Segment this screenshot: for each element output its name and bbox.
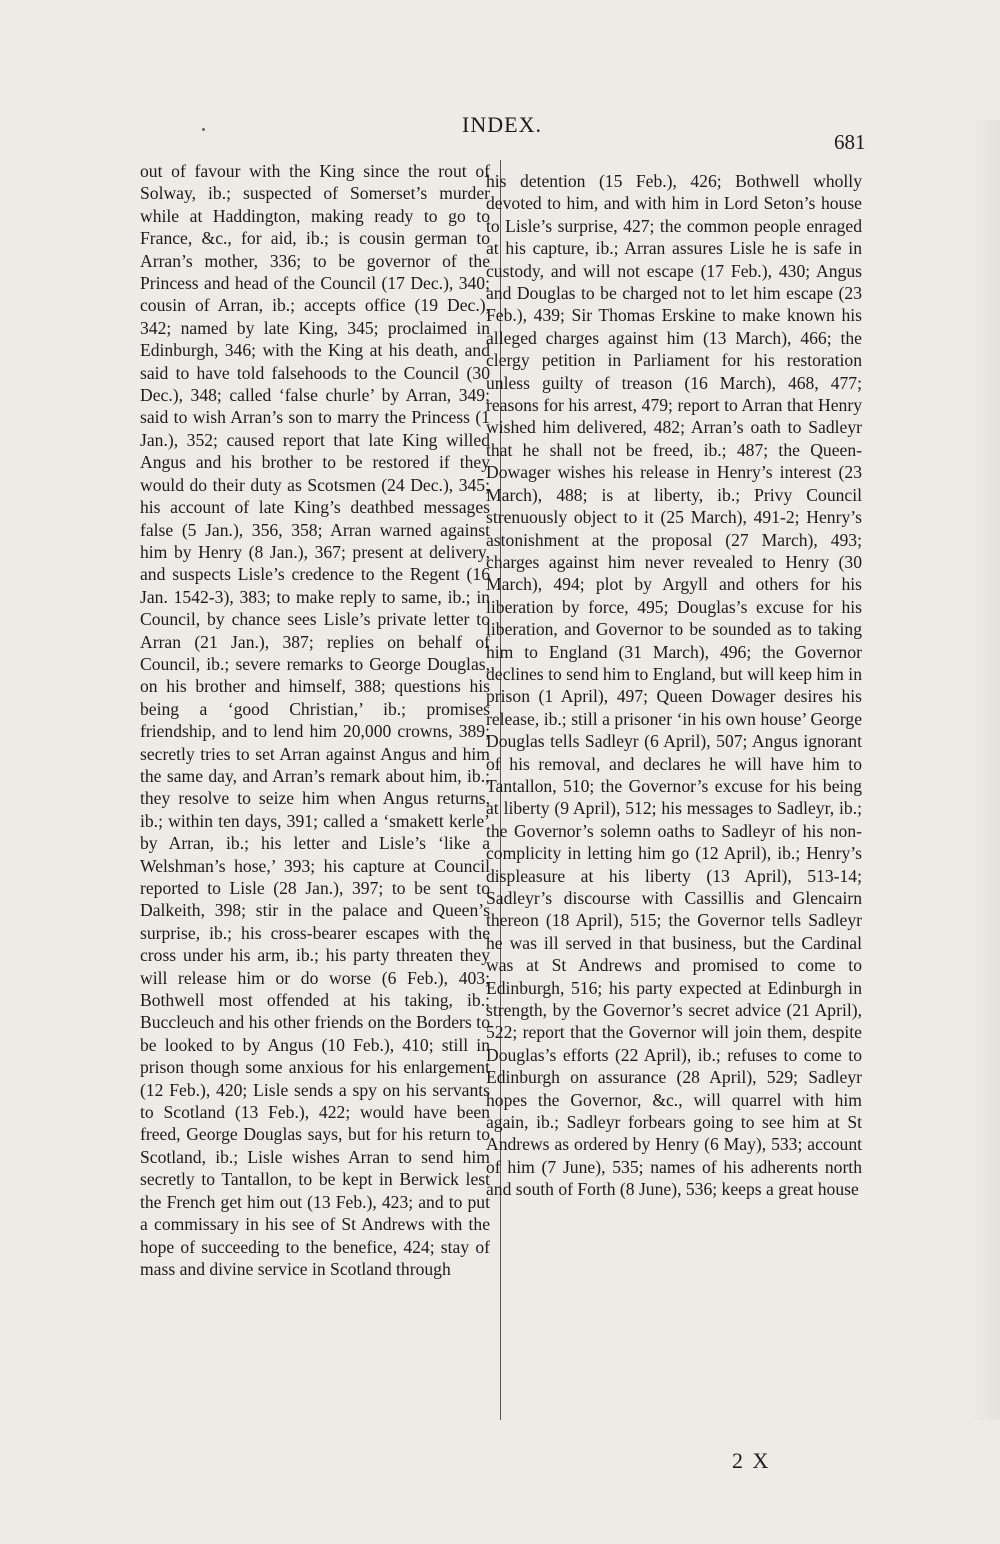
index-column-left: out of favour with the King since the rout of Solway, ib.; suspected of Somerset’s murder while at Haddington, making ready to go to France, &c., for aid, ib.; is cousin german to Arran’s mother, 336; to be governor of the Princess and head of the Council (17 Dec.), 340; cousin of Arran, ib.; accepts office (19 Dec.), 342; named by late King, 345; proclaimed in Edinburgh, 346; with the King at his death, and said to have told falsehoods to the Council (30 Dec.), 348; called ‘false churle’ by Arran, 349; said to wish Arran’s son to marry the Princess (1 Jan.), 352; caused report that late King willed Angus and his brother to be restored if they would do their duty as Scotsmen (24 Dec.), 345; his account of late King’s deathbed messages false (5 Jan.), 356, 358; Arran warned against him by Henry (8 Jan.), 367; present at delivery, and suspects Lisle’s credence to the Regent (16 Jan. 1542-3), 383; to make reply to same, ib.; in Council, by chance sees Lisle’s private letter to Arran (21 Jan.), 387; replies on behalf of Council, ib.; severe remarks to George Douglas, on his brother and himself, 388; questions his being a ‘good Christian,’ ib.; promises friendship, and to lend him 20,000 crowns, 389; secretly tries to set Arran against Angus and him the same day, and Arran’s remark about him, ib.; they resolve to seize him when Angus returns, ib.; within ten days, 391; called a ‘smakett kerle’ by Arran, ib.; his letter and Lisle’s ‘like a Welshman’s hose,’ 393; his capture at Council reported to Lisle (28 Jan.), 397; to be sent to Dalkeith, 398; stir in the palace and Queen’s surprise, ib.; his cross-bearer escapes with the cross under his arm, ib.; his party threaten they will release him or do worse (6 Feb.), 403; Bothwell most offended at his taking, ib.; Buccleuch and his other friends on the Borders to be looked to by Angus (10 Feb.), 410; still in prison though some anxious for his enlargement (12 Feb.), 420; Lisle sends a spy on his servants to Scotland (13 Feb.), 422; would have been freed, George Douglas says, but for his return to Scotland, ib.; Lisle wishes Arran to send him secretly to Tantallon, to be kept in Berwick lest the French get him out (13 Feb.), 423; and to put a commissary in his see of St Andrews with the hope of succeeding to the benefice, 424; stay of mass and divine service in Scotland through [140, 161, 490, 1279]
signature-mark: 2 X [732, 1448, 771, 1473]
page-edge-shadow [970, 120, 1000, 1420]
page-number: 681 [834, 130, 866, 154]
page-title-text: INDEX. [462, 112, 542, 137]
index-column-right: his detention (15 Feb.), 426; Bothwell wholly devoted to him, and with him in Lord Seton’s house to Lisle’s surprise, 427; the common people enraged at his capture, ib.; Arran assures Lisle he is safe in custody, and will not escape (17 Feb.), 430; Angus and Douglas to be charged not to let him escape (23 Feb.), 439; Sir Thomas Erskine to make known his alleged charges against him (13 March), 466; the clergy petition in Parliament for his restoration unless guilty of treason (16 March), 468, 477; reasons for his arrest, 479; report to Arran that Henry wished him delivered, 482; Arran’s oath to Sadleyr that he shall not be freed, ib.; 487; the Queen-Dowager wishes his release in Henry’s interest (23 March), 488; is at liberty, ib.; Privy Council strenuously object to it (25 March), 491-2; Henry’s astonishment at the proposal (27 March), 493; charges against him never revealed to Henry (30 March), 494; plot by Argyll and others for his liberation by force, 495; Douglas’s excuse for his liberation, and Governor to be sounded as to taking him to England (31 March), 496; the Governor declines to send him to England, but will keep him in prison (1 April), 497; Queen Dowager desires his release, ib.; still a prisoner ‘in his own house’ George Douglas tells Sadleyr (6 April), 507; Angus ignorant of his removal, and declares he will have him to Tantallon, 510; the Governor’s excuse for his being at liberty (9 April), 512; his messages to Sadleyr, ib.; the Governor’s solemn oaths to Sadleyr of his non-complicity in letting him go (12 April), ib.; Henry’s displeasure at his liberty (13 April), 513-14; Sadleyr’s discourse with Cassillis and Glencairn thereon (18 April), 515; the Governor tells Sadleyr he was ill served in that business, but the Cardinal was at St Andrews and promised to come to Edinburgh, 516; his party expected at Edinburgh in strength, by the Governor’s secret advice (21 April), 522; report that the Governor will join them, despite Douglas’s efforts (22 April), ib.; refuses to come to Edinburgh on assurance (28 April), 529; Sadleyr hopes the Governor, &c., will quarrel with him again, ib.; Sadleyr forbears going to see him at St Andrews as ordered by Henry (6 May), 533; account of him (7 June), 535; names of his adherents north and south of Forth (8 June), 536; keeps a great house [486, 171, 862, 1200]
